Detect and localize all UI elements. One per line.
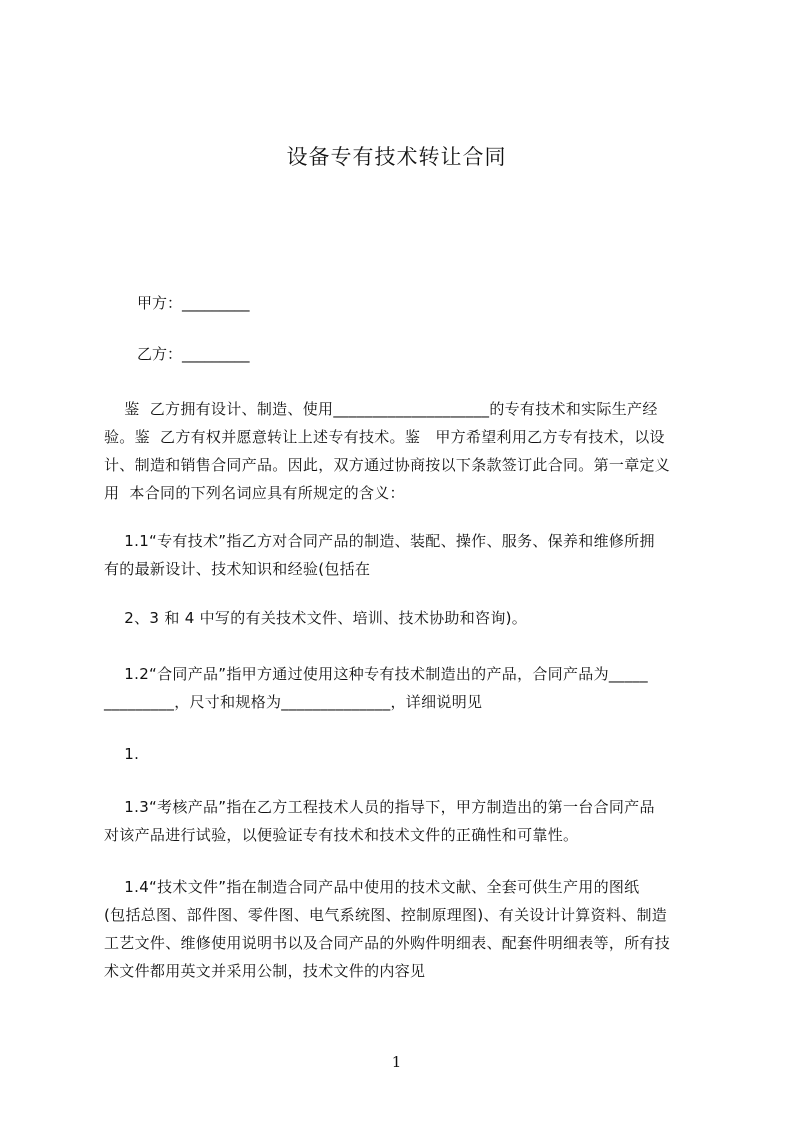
clause-1-1-continued: 2、3 和 4 中写的有关技术文件、培训、技术协助和咨询)。	[104, 609, 528, 627]
clause-1-3: 1.3“考核产品”指在乙方工程技术人员的指导下，甲方制造出的第一台合同产品 对该产品进行试验，以便验证专有技术和技术文件的正确性和可靠性。	[104, 798, 655, 844]
clause-1-2-continued: 1.	[104, 745, 140, 763]
page-number: 1	[391, 1053, 402, 1071]
clause-1-2: 1.2“合同产品”指甲方通过使用这种专有技术制造出的产品，合同产品为_____ _________，尺寸和规格为______________，详细说明见	[104, 665, 648, 711]
clause-1-1: 1.1“专有技术”指乙方对合同产品的制造、装配、操作、服务、保养和维修所拥 有的最新设计、技术知识和经验(包括在	[104, 532, 655, 578]
document-title: 设备专有技术转让合同	[286, 145, 507, 169]
party-b-line: 乙方：_________	[137, 345, 250, 363]
preamble-paragraph: 鉴 乙方拥有设计、制造、使用____________________的专有技术和实际生产经 验。鉴 乙方有权并愿意转让上述专有技术。鉴 甲方希望利用乙方专有技术，以设 计、制造和销售合同产品。因此，双方通过协商按以下条款签订此合同。第一章定义 用 本合同的下列名词应具有所规定的含义：	[104, 400, 671, 502]
clause-1-4: 1.4“技术文件”指在制造合同产品中使用的技术文献、全套可供生产用的图纸 (包括总图、部件图、零件图、电气系统图、控制原理图)、有关设计计算资料、制造 工艺文件、维修使用说明书以及合同产品的外购件明细表、配套件明细表等，所有技 术文件都用英文并采用公制，技术文件的内容见	[104, 878, 671, 980]
party-a-line: 甲方：_________	[137, 294, 250, 312]
